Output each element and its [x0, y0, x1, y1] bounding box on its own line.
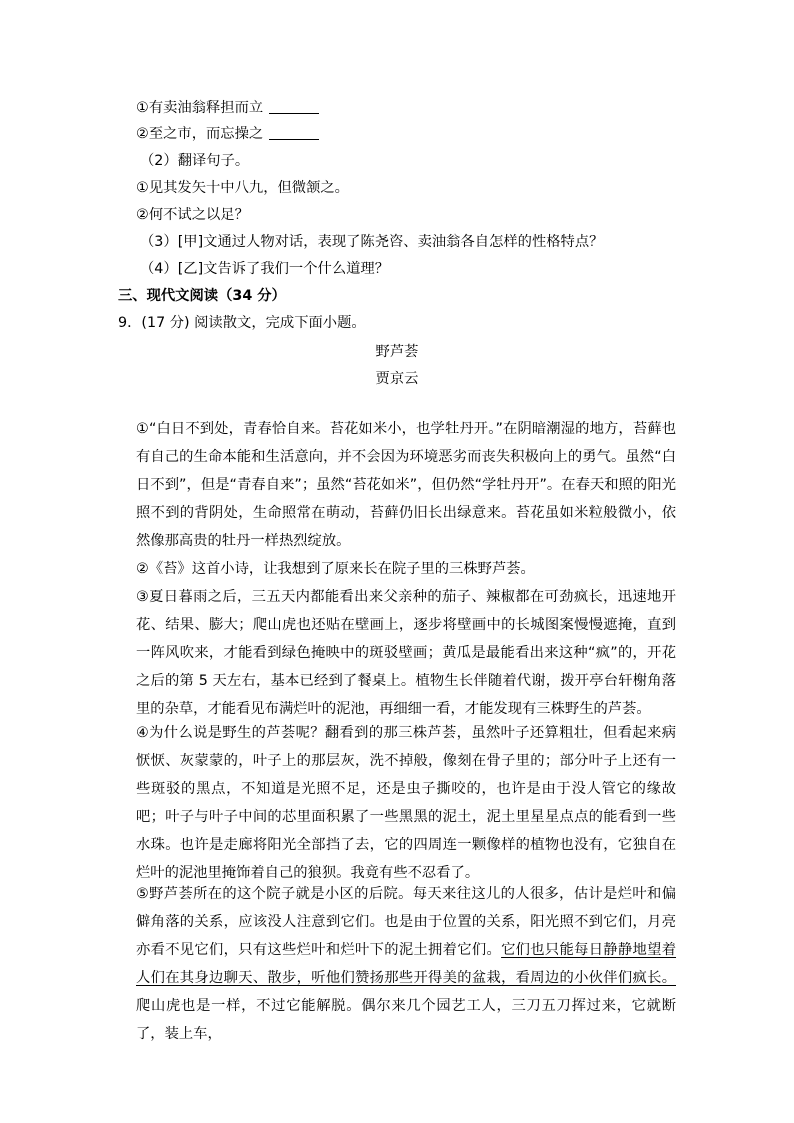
paragraph-5: [136, 880, 676, 1048]
question-2a: ①见其发矢十中八九，但微颔之。: [136, 180, 349, 196]
paragraph-4: ④为什么说是野生的芦荟呢？翻看到的那三株芦荟，虽然叶子还算粗壮，但看起来病恹恹、灰蒙蒙的，叶子上的那层灰，洗不掉般，像刻在骨子里的；部分叶子上还有一些斑驳的黑点，不知道是光照不足，还是虫子撕咬的，也许是由于没人管它的缘故吧；叶子与叶子中间的芯里面积累了一些黑黑的泥土，泥土里星星点点的能看到一些水珠。也许是走廊将阳光全部挡了去，它的四周连一颗像样的植物也没有，它独自在烂叶的泥池里掩饰着自己的狼狈。我竟有些不忍看了。: [136, 725, 676, 881]
underlined-sentence: 它们也只能每日静静地望着人们在其身边聊天、散步，听他们赞扬那些开得美的盆栽，看周边的小伙伴们疯长。: [136, 942, 677, 986]
paragraph-5-text-end: 爬山虎也是一样，不过它能解脱。偶尔来几个园艺工人，三刀五刀挥过来，它就断了，装上车，: [136, 998, 676, 1042]
question-3: （3）[甲]文通过人物对话，表现了陈尧咨、卖油翁各自怎样的性格特点？: [140, 234, 604, 250]
question-9-prompt: 9．(17 分) 阅读散文，完成下面小题。: [118, 315, 366, 331]
paragraph-2: ②《苔》这首小诗，让我想到了原来长在院子里的三株野芦荟。: [136, 561, 535, 577]
section-heading: 三、现代文阅读（34 分）: [118, 288, 286, 304]
article-title: 野芦荟: [375, 344, 419, 360]
question-4: （4）[乙]文告诉了我们一个什么道理？: [140, 261, 389, 277]
question-2: （2）翻译句子。: [140, 153, 250, 169]
question-1b: ②至之市，而忘操之: [136, 124, 319, 144]
article-author: 贾京云: [375, 371, 419, 387]
paragraph-1: ①“白日不到处，青春恰自来。苔花如米小，也学牡丹开。”在阴暗潮湿的地方，苔藓也有自己的生命本能和生活意向，并不会因为环境恶劣而丧失积极向上的勇气。虽然“白日不到”，但是“青春自来”；虽然“苔花如米”，但仍然“学牡丹开”。在春天和照的阳光照不到的背阴处，生命照常在萌动，苔藓仍旧长出绿意来。苔花虽如米粒般微小，依然像那高贵的牡丹一样热烈绽放。: [136, 421, 676, 549]
answer-blank: [269, 125, 319, 140]
answer-blank: [269, 99, 319, 114]
question-2b: ②何不试之以足？: [136, 207, 249, 223]
paragraph-3: ③夏日暮雨之后，三五天内都能看出来父亲种的茄子、辣椒都在可劲疯长，迅速地开花、结果、膨大；爬山虎也还贴在壁画上，逐步将壁画中的长城图案慢慢遮掩，直到一阵风吹来，才能看到绿色掩映中的斑驳壁画；黄瓜是最能看出来这种“疯”的，开花之后的第 5 天左右，基本已经到了餐桌上。植物生长伴随着代谢，拨开亭台轩榭角落里的杂草，才能看见布满烂叶的泥池，再细细一看，才能发现有三株野生的芦荟。: [136, 589, 676, 717]
question-1a: ①有卖油翁释担而立: [136, 98, 319, 118]
paragraph-5-text: ⑤野芦荟所在的这个院子就是小区的后院。每天来往这儿的人很多，估计是烂叶和偏僻角落的关系，应该没人注意到它们。也是由于位置的关系，阳光照不到它们，月亮亦看不见它们，只有这些烂叶和烂叶下的泥土拥着它们。: [136, 886, 676, 958]
